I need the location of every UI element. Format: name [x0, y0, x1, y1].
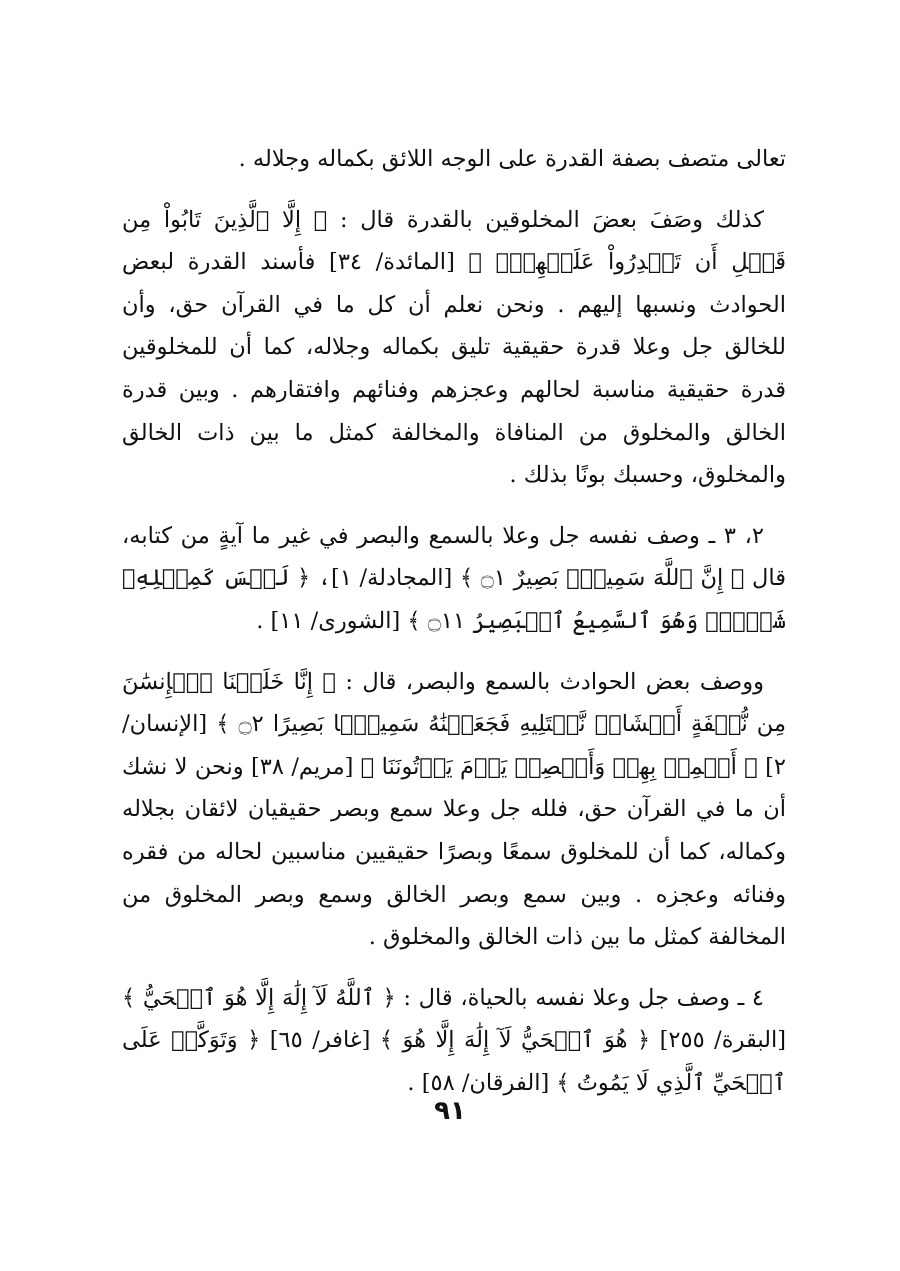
paragraph-continuation: تعالى متصف بصفة القدرة على الوجه اللائق بكماله وجلاله . [238, 146, 786, 172]
page-number: ٩١ [434, 1096, 466, 1126]
paragraph-sam-basar-self: ٢، ٣ ـ وصف نفسه جل وعلا بالسمع والبصر في غير ما آيةٍ من كتابه، قال ﴿ إِنَّ ٱللَّهَ سَمِيعُۢ بَصِيرٌ ۝١ ﴾ [المجادلة/ ١]، ﴿ لَيۡسَ كَمِثۡلِهِۦ شَيۡءٞۖ وَهُوَ ٱلسَّمِيعُ ٱلۡبَصِيرُ ۝١١ ﴾ [الشورى/ ١١] . [122, 522, 786, 634]
page-body [122, 138, 786, 1122]
paragraph-qudra: كذلك وصَفَ بعضَ المخلوقين بالقدرة قال : ﴿ إِلَّا ٱلَّذِينَ تَابُواْ مِن قَبۡلِ أَن تَقۡدِرُواْ عَلَيۡهِمۡۖ ﴾ [المائدة/ ٣٤] فأسند القدرة لبعض الحوادث ونسبها إليهم . ونحن نعلم أن كل ما في القرآن حق، وأن للخالق جل وعلا قدرة حقيقية تليق بكماله وجلاله، كما أن للمخلوقين قدرة حقيقية مناسبة لحالهم وعجزهم وفنائهم وافتقارهم . وبين قدرة الخالق والمخلوق من المنافاة والمخالفة كمثل ما بين ذات الخالق والمخلوق، وحسبك بونًا بذلك . [122, 206, 786, 489]
paragraph-hayat: ٤ ـ وصف جل وعلا نفسه بالحياة، قال : ﴿ ٱللَّهُ لَآ إِلَٰهَ إِلَّا هُوَ ٱلۡحَيُّ ﴾ [البقرة/ ٢٥٥] ﴿ هُوَ ٱلۡحَيُّ لَآ إِلَٰهَ إِلَّا هُوَ ﴾ [غافر/ ٦٥] ﴿ وَتَوَكَّلۡ عَلَى ٱلۡحَيِّ ٱلَّذِي لَا يَمُوتُ ﴾ [الفرقان/ ٥٨] . [122, 984, 786, 1096]
paragraph-sam-basar-creation: ووصف بعض الحوادث بالسمع والبصر، قال : ﴿ إِنَّا خَلَقۡنَا ٱلۡإِنسَٰنَ مِن نُّطۡفَةٍ أَمۡشَاجٖ نَّبۡتَلِيهِ فَجَعَلۡنَٰهُ سَمِيعَۢا بَصِيرًا ۝٢ ﴾ [الإنسان/ ٢] ﴿ أَسۡمِعۡ بِهِمۡ وَأَبۡصِرۡ يَوۡمَ يَأۡتُونَنَا ﴾ [مريم/ ٣٨] ونحن لا نشك أن ما في القرآن حق، فلله جل وعلا سمع وبصر حقيقيان لائقان بجلاله وكماله، كما أن للمخلوق سمعًا وبصرًا حقيقيين مناسبين لحاله من فقره وفنائه وعجزه . وبين سمع وبصر الخالق وسمع وبصر المخلوق من المخالفة كمثل ما بين ذات الخالق والمخلوق . [122, 668, 786, 951]
